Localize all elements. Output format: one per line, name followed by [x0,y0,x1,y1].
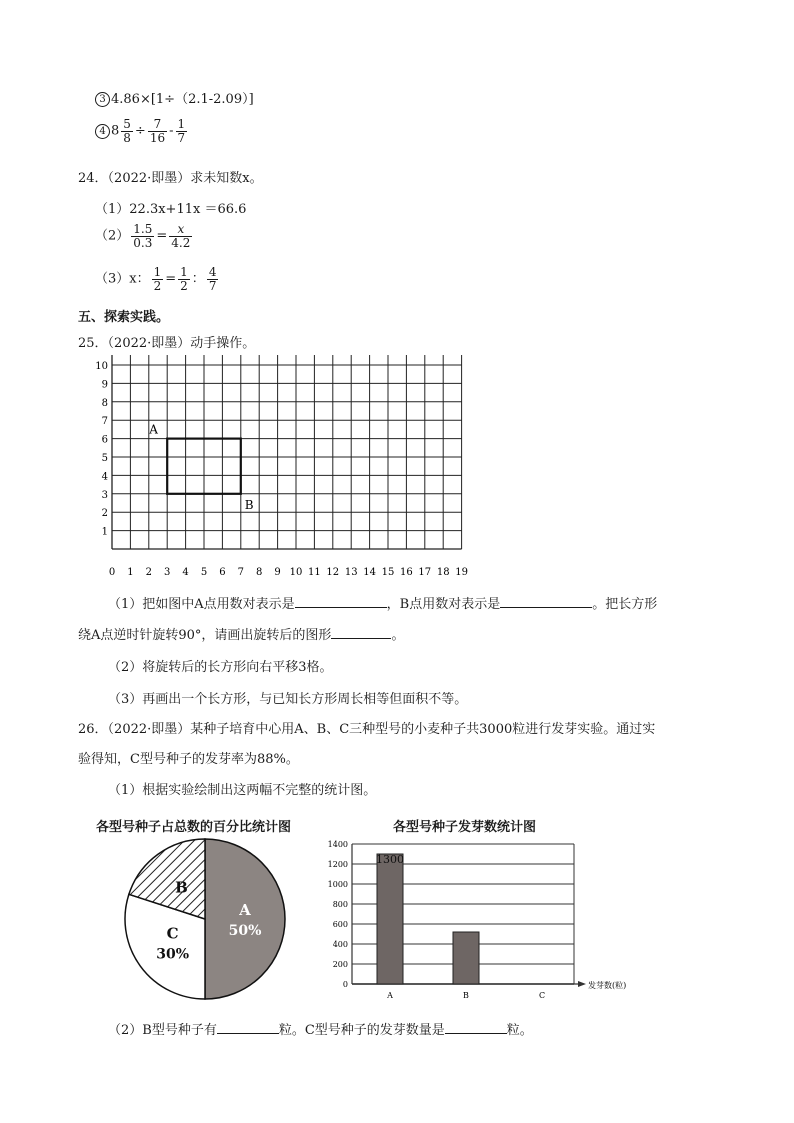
y-tick-label: 2 [101,508,108,520]
circle-number: 4 [95,124,110,139]
y-tick-label: 10 [95,361,108,372]
bar-chart [322,832,642,1004]
q24-part2: （2） $\frac{1.5}{0.3}$ = $\frac{x}{4.2}$ [95,222,191,250]
x-tick-label: 3 [164,567,171,578]
x-axis-label: 发芽数(粒) [588,981,627,990]
pie-percent-a: 50% [228,923,262,939]
y-tick-label: 0 [342,980,348,989]
x-tick-label: 16 [400,567,413,578]
q23-item3 [95,88,254,107]
answer-blank-c-sprout[interactable] [445,1021,507,1034]
section-heading: 五、探索实践。 [78,310,170,325]
bar-value-label: 1300 [376,853,404,866]
y-tick-label: 1400 [327,840,348,849]
pie-label-c: C [166,924,179,943]
x-tick-label: 19 [455,567,468,578]
y-tick-label: 200 [332,960,348,969]
y-tick-label: 5 [101,453,108,464]
coordinate-grid [88,355,478,585]
expression: 4.86×[1÷（2.1-2.09）] [111,92,254,107]
pie-label-b: B [175,878,188,897]
fraction: $\frac{5}{8}$ [123,117,131,145]
fraction: $\frac{1}{7}$ [177,117,186,145]
q23-item4 [95,118,189,144]
x-axis-arrow [578,981,586,987]
x-tick-label: 1 [127,567,134,578]
x-tick-label: 8 [256,567,263,578]
answer-blank-figure[interactable] [331,626,391,639]
y-tick-label: 800 [332,900,348,909]
x-tick-label: 9 [274,567,281,578]
q24-title: 24．（2022·即墨）求未知数x。 [78,171,263,186]
pie-label-a: A [239,901,251,919]
y-tick-label: 1 [101,526,108,538]
x-tick-label: 17 [418,567,432,578]
y-tick-label: 6 [101,434,108,446]
x-tick-label: 6 [219,567,226,578]
x-tick-label: 7 [237,567,244,578]
pie-chart [110,835,300,1005]
bar-chart-title: 各型号种子发芽数统计图 [393,820,537,835]
point-a-label: A [149,422,158,437]
q24-part3: （3）x： $\frac{1}{2}$ = $\frac{1}{2}$ ： $\frac{4}{7}$ [95,265,217,293]
pie-chart-title: 各型号种子占总数的百分比统计图 [96,820,292,835]
bar-b [453,932,479,984]
y-tick-label: 7 [101,416,108,428]
fraction: $\frac{1}{2}$ [180,265,188,293]
fraction: $\frac{x}{4.2}$ [171,222,191,250]
y-tick-label: 400 [332,940,348,949]
point-b-label: B [244,497,254,512]
x-category-label: B [463,991,469,1000]
whole-number: 8 [111,123,120,139]
y-tick-label: 4 [101,471,108,483]
operator: ÷ [134,123,146,139]
x-tick-label: 11 [308,567,321,578]
bar-a [377,854,403,984]
q26-line2: 验得知，C型号种子的发芽率为88%。 [78,752,299,767]
fraction: $\frac{1}{2}$ [153,265,162,293]
x-tick-label: 14 [363,567,376,578]
x-tick-label: 4 [182,567,189,578]
fraction: $\frac{7}{16}$ [149,117,166,145]
answer-blank-b[interactable] [500,595,592,608]
q26-line1: 26．（2022·即墨）某种子培育中心用A、B、C三种型号的小麦种子共3000粒进行发芽实验。通过实 [78,722,656,737]
fraction: $\frac{1.5}{0.3}$ [133,222,153,250]
q25-part1-line1: （1）把如图中A点用数对表示是 ，B点用数对表示是 。把长方形 [108,597,658,612]
q25-part1-line2: 绕A点逆时针旋转90°，请画出旋转后的图形 。 [78,628,405,643]
q26-part1: （1）根据实验绘制出这两幅不完整的统计图。 [108,783,377,798]
fraction: $\frac{4}{7}$ [208,265,217,293]
x-tick-label: 5 [200,567,208,578]
y-tick-label: 1200 [327,860,348,869]
q25-title: 25．（2022·即墨）动手操作。 [78,336,256,351]
x-tick-label: 12 [326,567,340,578]
q26-part2: （2）B型号种子有 粒。C型号种子的发芽数量是 粒。 [108,1023,533,1038]
x-tick-label: 0 [108,567,116,578]
operator: - [169,123,174,139]
circle-number: 3 [95,92,110,107]
x-category-label: C [538,991,546,1000]
y-tick-label: 1000 [327,880,348,889]
pie-percent-c: 30% [156,946,190,963]
answer-blank-b-count[interactable] [217,1021,279,1034]
x-tick-label: 2 [145,567,152,578]
y-tick-label: 600 [332,920,348,929]
x-tick-label: 13 [344,567,358,578]
pie-slice-a [205,839,285,999]
y-tick-label: 3 [101,489,108,501]
y-tick-label: 8 [101,397,108,409]
x-tick-label: 18 [436,567,450,578]
q25-part3: （3）再画出一个长方形，与已知长方形周长相等但面积不等。 [108,692,468,707]
x-tick-label: 15 [381,567,395,578]
answer-blank-a[interactable] [295,595,387,608]
x-tick-label: 10 [289,567,303,578]
x-category-label: A [387,991,393,1000]
q25-part2: （2）将旋转后的长方形向右平移3格。 [108,660,333,675]
q24-part1: （1）22.3x+11x ＝66.6 [95,202,247,217]
y-tick-label: 9 [101,379,108,391]
